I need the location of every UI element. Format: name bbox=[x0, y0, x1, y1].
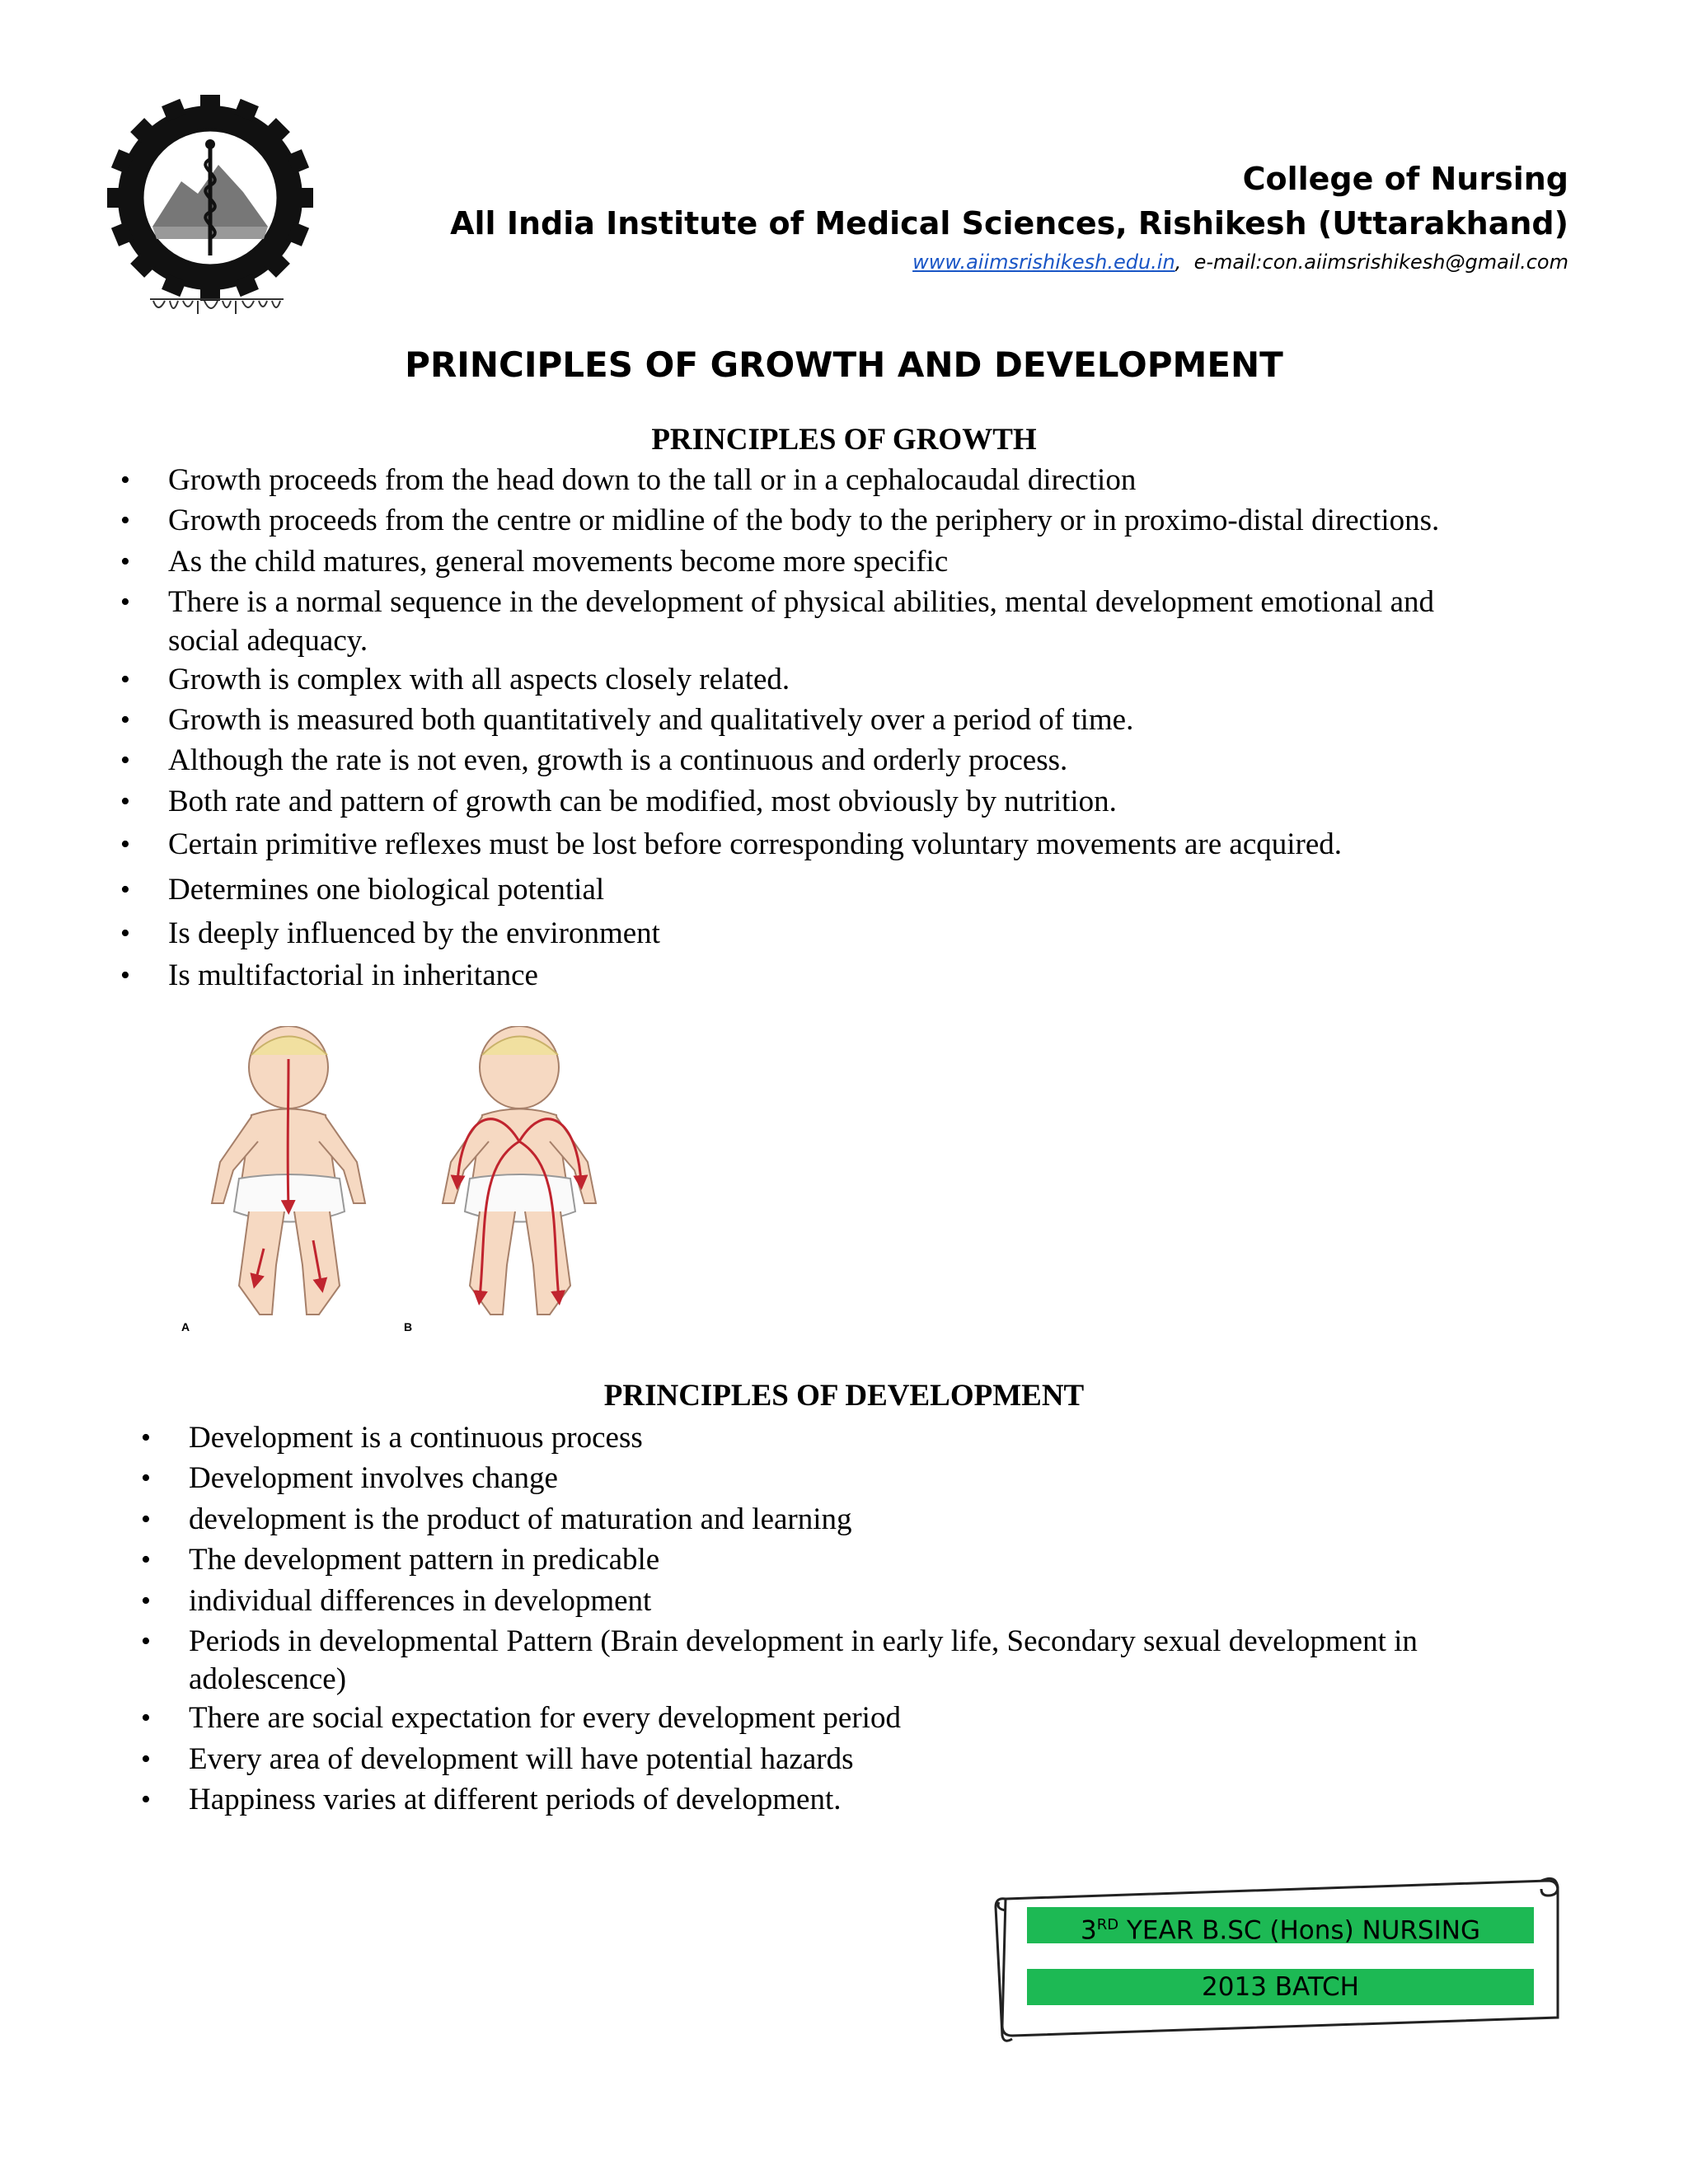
bullet-icon: • bbox=[120, 745, 130, 776]
list-item-continuation: adolescence) bbox=[189, 1662, 347, 1697]
list-item-text: Every area of development will have potential hazards bbox=[189, 1741, 854, 1776]
bullet-icon: • bbox=[120, 829, 130, 860]
list-item-text: individual differences in development bbox=[189, 1583, 652, 1618]
figure-label-a: A bbox=[181, 1320, 190, 1333]
list-item bbox=[120, 582, 1545, 658]
list-item-text: Although the rate is not even, growth is a continuous and orderly process. bbox=[168, 743, 1068, 778]
year-text: YEAR B.SC (Hons) NURSING bbox=[1118, 1915, 1480, 1946]
list-item bbox=[120, 460, 1545, 500]
bullet-icon: • bbox=[141, 1544, 151, 1576]
bullet-icon: • bbox=[120, 663, 130, 695]
list-item bbox=[120, 954, 1545, 996]
document-title: PRINCIPLES OF GROWTH AND DEVELOPMENT bbox=[405, 344, 1283, 385]
list-item bbox=[141, 1621, 1545, 1698]
email-text: e-mail:con.aiimsrishikesh@gmail.com bbox=[1193, 251, 1568, 274]
list-item-text: Is multifactorial in inheritance bbox=[168, 958, 538, 993]
list-item-text: Determines one biological potential bbox=[168, 873, 605, 907]
bullet-icon: • bbox=[141, 1626, 151, 1657]
list-item-text: As the child matures, general movements become more specific bbox=[168, 544, 949, 579]
growth-heading: PRINCIPLES OF GROWTH bbox=[651, 423, 1037, 457]
bullet-icon: • bbox=[141, 1422, 151, 1453]
list-item-text: Is deeply influenced by the environment bbox=[168, 916, 660, 951]
list-item bbox=[120, 659, 1545, 700]
development-heading: PRINCIPLES OF DEVELOPMENT bbox=[603, 1379, 1085, 1413]
list-item bbox=[120, 912, 1545, 954]
bullet-icon: • bbox=[120, 587, 130, 618]
list-item-text: The development pattern in predicable bbox=[189, 1543, 660, 1577]
institute-name: All India Institute of Medical Sciences, Rishikesh (Uttarakhand) bbox=[450, 205, 1568, 241]
list-item bbox=[141, 1581, 1545, 1621]
list-item-text: Periods in developmental Pattern (Brain development in early life, Secondary sexual development in bbox=[189, 1624, 1418, 1659]
list-item-text: There is a normal sequence in the development of physical abilities, mental development emotional and bbox=[168, 585, 1435, 620]
year-number: 3 bbox=[1081, 1915, 1097, 1946]
list-item bbox=[120, 740, 1545, 780]
bullet-icon: • bbox=[120, 705, 130, 736]
bullet-icon: • bbox=[120, 960, 130, 991]
list-item bbox=[120, 822, 1545, 867]
aiims-logo bbox=[107, 95, 313, 301]
contact-line bbox=[450, 246, 1568, 279]
figure-label-b: B bbox=[404, 1320, 413, 1333]
bullet-icon: • bbox=[141, 1784, 151, 1816]
baby-figure-a bbox=[181, 1026, 365, 1333]
baby-figure-b bbox=[404, 1026, 596, 1333]
list-item bbox=[141, 1779, 1545, 1820]
list-item bbox=[120, 700, 1545, 740]
website-link[interactable]: www.aiimsrishikesh.edu.in bbox=[912, 251, 1175, 274]
list-item bbox=[120, 500, 1545, 541]
list-item-text: Happiness varies at different periods of development. bbox=[189, 1783, 842, 1817]
list-item-continuation: social adequacy. bbox=[168, 623, 368, 658]
batch-banner: 2013 BATCH bbox=[1027, 1969, 1534, 2005]
bullet-icon: • bbox=[141, 1743, 151, 1774]
bullet-icon: • bbox=[120, 785, 130, 817]
list-item bbox=[141, 1499, 1545, 1540]
bullet-icon: • bbox=[141, 1503, 151, 1535]
list-item bbox=[120, 781, 1545, 822]
list-item bbox=[120, 541, 1545, 582]
contact-separator: , bbox=[1175, 251, 1182, 274]
college-name: College of Nursing bbox=[1242, 161, 1568, 197]
growth-direction-figure bbox=[173, 1026, 635, 1339]
list-item-text: Growth is complex with all aspects closely related. bbox=[168, 662, 790, 696]
list-item bbox=[141, 1540, 1545, 1580]
scroll-frame bbox=[987, 1869, 1564, 2047]
year-superscript: RD bbox=[1096, 1916, 1119, 1933]
development-principles-list bbox=[141, 1418, 1545, 1821]
list-item bbox=[141, 1418, 1545, 1458]
bullet-icon: • bbox=[120, 546, 130, 577]
list-item bbox=[141, 1458, 1545, 1498]
list-item bbox=[141, 1698, 1545, 1738]
bullet-icon: • bbox=[141, 1703, 151, 1734]
list-item-text: Certain primitive reflexes must be lost before corresponding voluntary movements are acquired. bbox=[168, 827, 1343, 862]
list-item-text: development is the product of maturation and learning bbox=[189, 1502, 852, 1536]
bullet-icon: • bbox=[120, 874, 130, 906]
bullet-icon: • bbox=[141, 1585, 151, 1616]
list-item bbox=[120, 867, 1545, 912]
bullet-icon: • bbox=[120, 505, 130, 537]
list-item bbox=[141, 1739, 1545, 1779]
bullet-icon: • bbox=[120, 918, 130, 949]
list-item-text: Both rate and pattern of growth can be modified, most obviously by nutrition. bbox=[168, 784, 1117, 818]
list-item-text: There are social expectation for every development period bbox=[189, 1701, 901, 1736]
list-item-text: Development is a continuous process bbox=[189, 1421, 643, 1455]
list-item-text: Growth proceeds from the centre or midline of the body to the periphery or in proximo-distal directions. bbox=[168, 504, 1440, 538]
list-item-text: Growth proceeds from the head down to the tall or in a cephalocaudal direction bbox=[168, 463, 1137, 497]
logo-motto-image bbox=[147, 293, 287, 322]
bullet-icon: • bbox=[141, 1463, 151, 1494]
bullet-icon: • bbox=[120, 465, 130, 495]
institution-header bbox=[450, 157, 1568, 279]
year-banner bbox=[1027, 1907, 1534, 1946]
list-item-text: Development involves change bbox=[189, 1461, 558, 1496]
growth-principles-list bbox=[120, 460, 1545, 996]
list-item-text: Growth is measured both quantitatively and qualitatively over a period of time. bbox=[168, 703, 1134, 738]
